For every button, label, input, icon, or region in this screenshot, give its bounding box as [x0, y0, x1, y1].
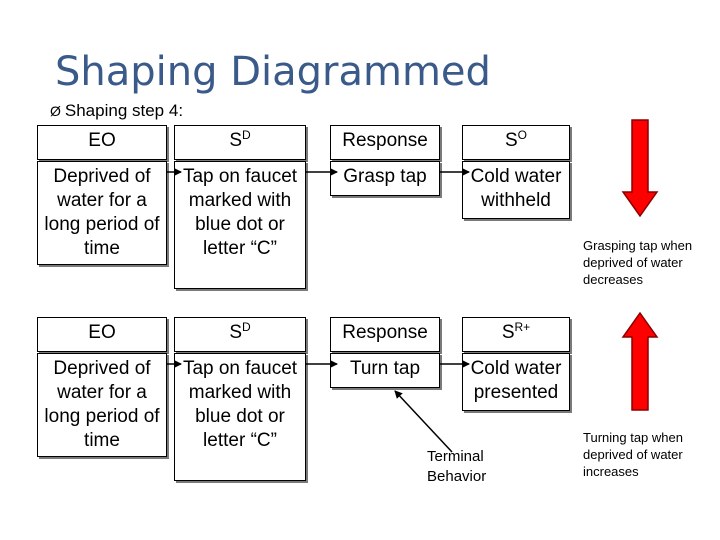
page-title: Shaping Diagrammed: [55, 49, 491, 95]
top-sd-box: Tap on faucet marked with blue dot or letter “C”: [174, 161, 306, 289]
terminal-behavior-pointer: [395, 391, 452, 452]
top-eo-header: EO: [37, 125, 167, 160]
top-response-header: Response: [330, 125, 440, 160]
bottom-consequence-header: $S^{R+}$: [462, 317, 570, 352]
bottom-response-header: Response: [330, 317, 440, 352]
top-consequence-header: $S^O$: [462, 125, 570, 160]
top-response-box: Grasp tap: [330, 161, 440, 196]
red-down-arrow-icon: [623, 120, 657, 216]
subtitle-text: Shaping step 4:: [64, 101, 184, 120]
bottom-sd-header: $S^D$: [174, 317, 306, 352]
bottom-note: Turning tap when deprived of water increases: [583, 430, 683, 479]
bottom-eo-box: Deprived of water for a long period of time: [37, 353, 167, 457]
bottom-eo-header: EO: [37, 317, 167, 352]
top-eo-box: Deprived of water for a long period of time: [37, 161, 167, 265]
top-consequence-box: Cold water withheld: [462, 161, 570, 219]
bullet-icon: Ø: [50, 103, 61, 119]
terminal-behavior-label: Terminal Behavior: [427, 448, 487, 485]
bottom-consequence-box: Cold water presented: [462, 353, 570, 411]
top-sd-header: $S^D$: [174, 125, 306, 160]
red-up-arrow-icon: [623, 313, 657, 410]
top-note: Grasping tap when deprived of water decreases: [583, 238, 693, 287]
bottom-response-box: Turn tap: [330, 353, 440, 388]
bottom-sd-box: Tap on faucet marked with blue dot or letter “C”: [174, 353, 306, 481]
